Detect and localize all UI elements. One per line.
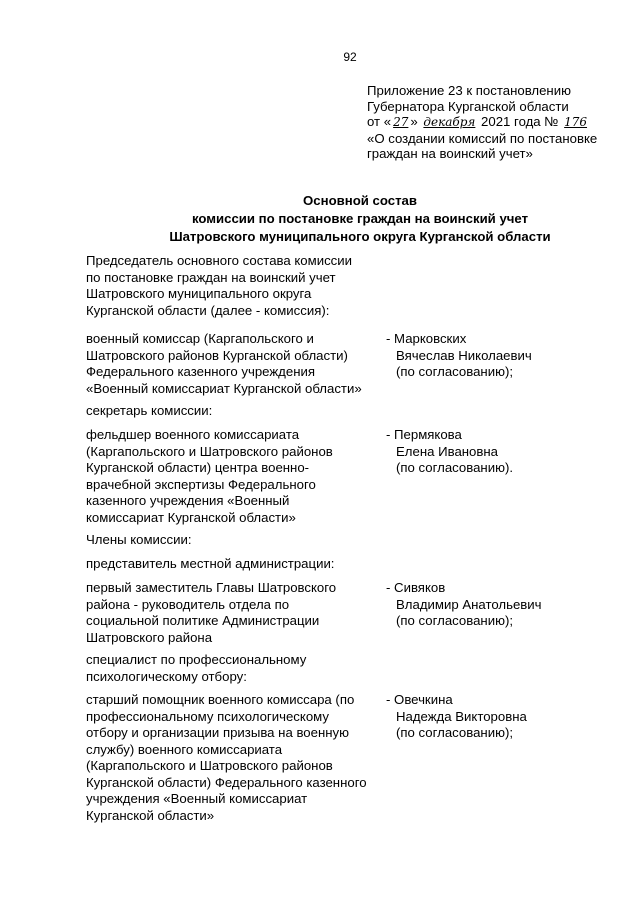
position-line: «Военный комиссариат Курганской области» (86, 380, 362, 396)
name-line: Елена Ивановна (396, 443, 499, 459)
page-number: 92 (343, 50, 357, 64)
heading-line: специалист по профессиональному (86, 652, 307, 667)
date-quote: » (410, 114, 418, 130)
name-line: Вячеслав Николаевич (396, 347, 532, 363)
position-line: врачебной экспертизы Федерального (86, 476, 316, 492)
member-name (386, 692, 527, 742)
handwritten-month: декабря (423, 115, 476, 130)
handwritten-doc-number: 176 (564, 115, 588, 130)
position-line: (Каргапольского и Шатровского районов (86, 758, 333, 773)
appendix-line-1: Приложение 23 к постановлению (367, 83, 571, 98)
position-line: Шатровского районов Курганской области) (86, 347, 348, 363)
handwritten-day: 27 (393, 115, 409, 130)
position-line: учреждения «Военный комиссариат (86, 791, 308, 806)
member-position (86, 427, 386, 526)
member-name (386, 427, 513, 477)
name-line: - Сивяков (386, 580, 446, 595)
appendix-line-3 (367, 114, 639, 131)
name-line: (по согласованию); (396, 725, 514, 740)
title-line-2: комиссии по постановке граждан на воинский учет (191, 211, 529, 226)
secretary-heading: секретарь комиссии: (86, 403, 213, 418)
appendix-header (367, 83, 639, 162)
position-line: Курганской области) Федерального казенного (86, 774, 367, 790)
position-line: Курганской области» (86, 807, 215, 823)
position-line: отбору и организации призыва на военную (86, 725, 350, 740)
member-position (86, 331, 386, 397)
position-line: казенного учреждения «Военный (86, 493, 290, 508)
position-line: первый заместитель Главы Шатровского (86, 580, 337, 595)
heading-line: Шатровского муниципального округа (86, 286, 312, 301)
heading-line: психологическому отбору: (86, 668, 247, 684)
heading-line: Председатель основного состава комиссии (86, 253, 352, 268)
heading-line: Курганской области (далее - комиссия): (86, 302, 330, 318)
position-line: военный комиссар (Каргапольского и (86, 331, 314, 346)
heading-line: по постановке граждан на воинский учет (86, 269, 336, 285)
name-line: (по согласованию). (396, 460, 514, 475)
members-heading: Члены комиссии: (86, 532, 192, 547)
title-line-3: Шатровского муниципального округа Курганской области (169, 229, 551, 244)
title-line-1: Основной состав (303, 193, 417, 208)
position-line: Федерального казенного учреждения (86, 364, 315, 379)
position-line: комиссариат Курганской области» (86, 509, 296, 525)
position-line: профессиональному психологическому (86, 708, 329, 724)
name-line: (по согласованию); (396, 364, 514, 379)
member-name (386, 580, 542, 630)
admin-heading: представитель местной администрации: (86, 556, 335, 571)
name-line: Владимир Анатольевич (396, 596, 542, 612)
name-line: - Овечкина (386, 692, 453, 707)
chairman-heading (86, 253, 631, 319)
position-line: (Каргапольского и Шатровского районов (86, 443, 333, 459)
appendix-line-4: «О создании комиссий по постановке (367, 130, 598, 146)
position-line: района - руководитель отдела по (86, 596, 290, 612)
date-prefix: от « (367, 114, 392, 130)
name-line: (по согласованию); (396, 613, 514, 628)
member-position (86, 580, 386, 646)
position-line: службу) военного комиссариата (86, 741, 283, 757)
name-line: - Марковских (386, 331, 467, 346)
position-line: социальной политике Администрации (86, 613, 320, 628)
psych-heading (86, 652, 631, 685)
position-line: Курганской области) центра военно- (86, 460, 310, 475)
member-name (386, 331, 532, 381)
appendix-line-2: Губернатора Курганской области (367, 98, 569, 114)
date-year: 2021 года № (481, 114, 559, 130)
name-line: Надежда Викторовна (396, 708, 527, 724)
member-position (86, 692, 386, 824)
appendix-line-5: граждан на воинский учет» (367, 146, 533, 162)
position-line: Шатровского района (86, 629, 213, 645)
document-title (0, 192, 640, 246)
position-line: старший помощник военного комиссара (по (86, 692, 355, 707)
name-line: - Пермякова (386, 427, 462, 442)
position-line: фельдшер военного комиссариата (86, 427, 300, 442)
